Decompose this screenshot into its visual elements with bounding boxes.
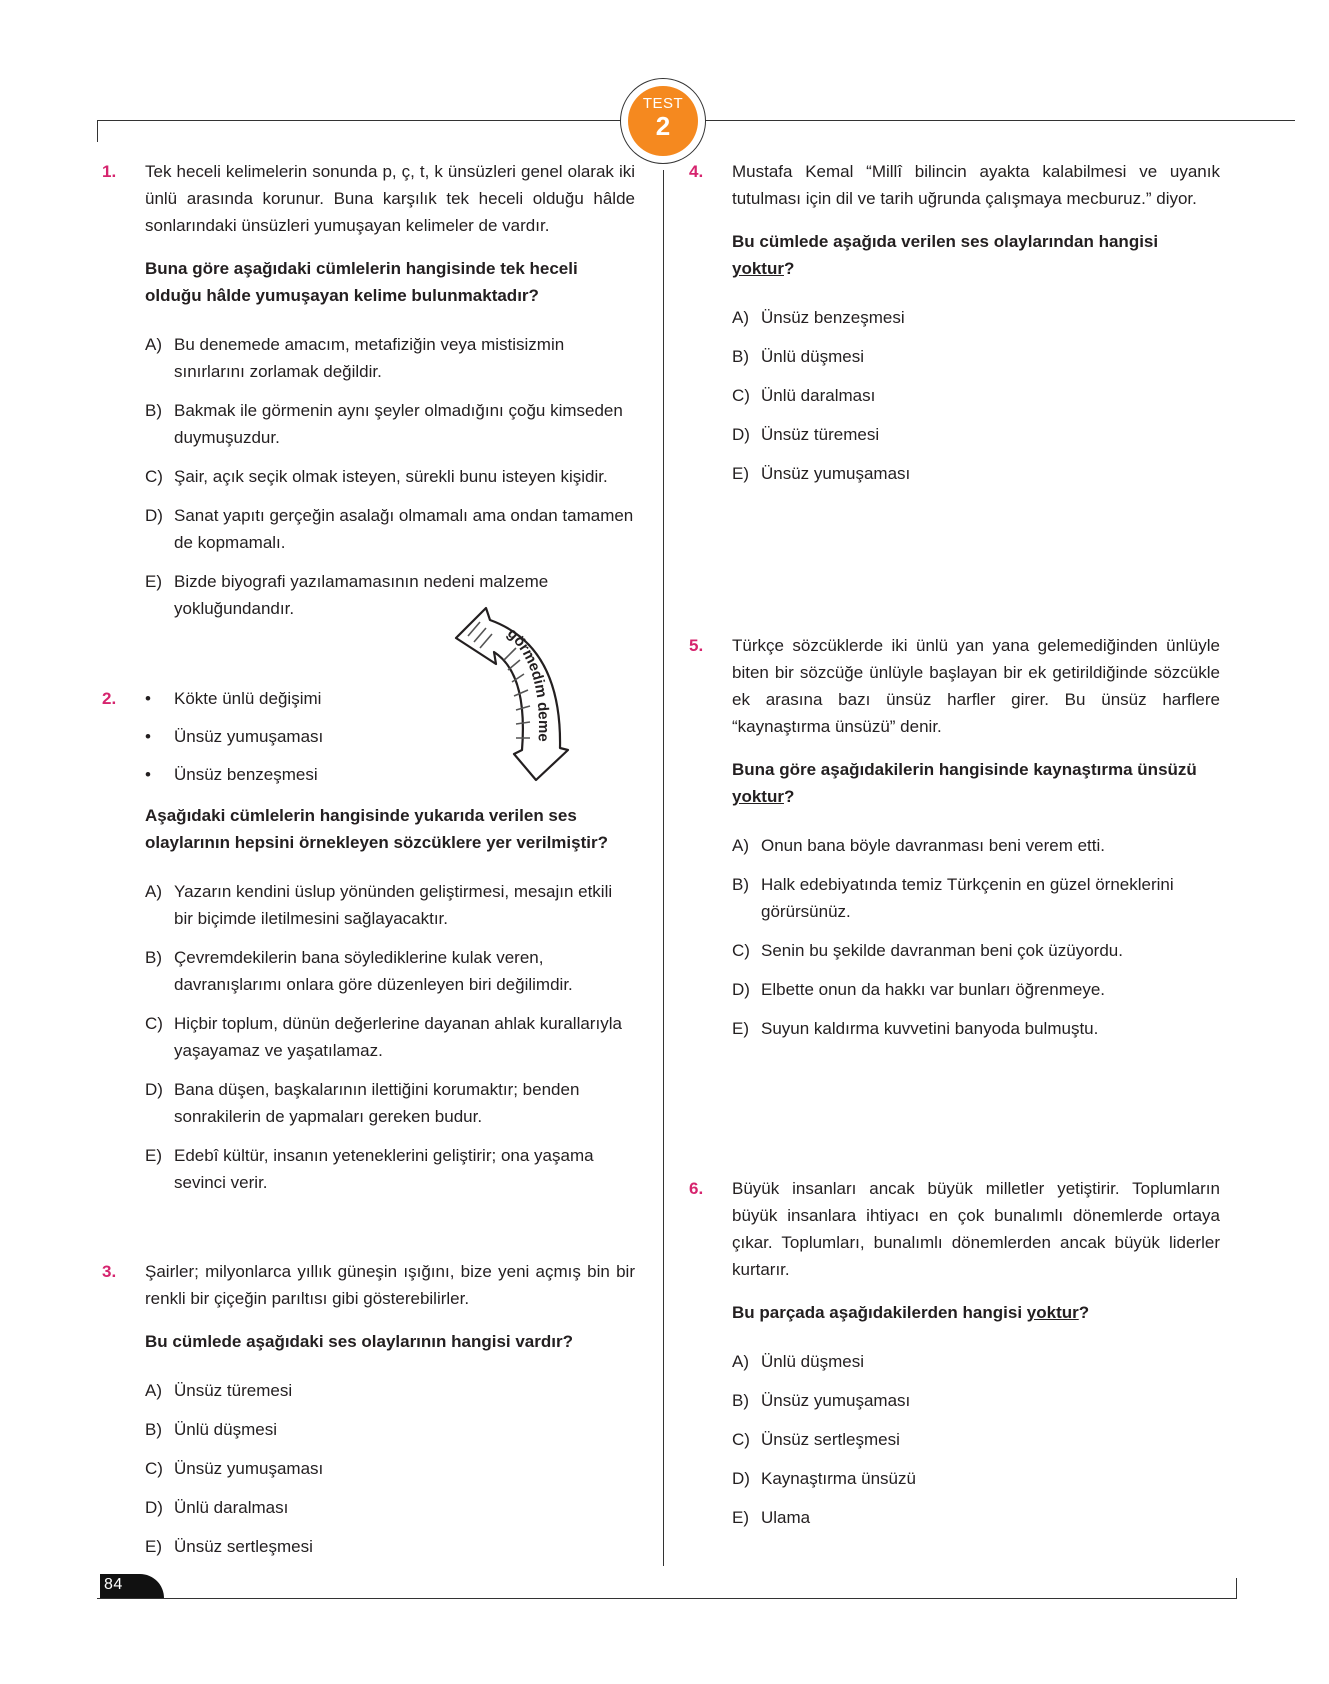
test-badge-circle — [628, 86, 698, 156]
option-e[interactable] — [732, 1504, 1220, 1531]
question-number: 2. — [102, 689, 117, 708]
option-text: Ünsüz yumuşaması — [174, 1459, 324, 1478]
option-letter: C) — [732, 941, 750, 960]
bottom-right-corner-rule — [1236, 1578, 1237, 1599]
option-e[interactable] — [732, 1015, 1220, 1042]
test-number: 2 — [655, 111, 671, 141]
option-letter: E) — [145, 1537, 162, 1556]
option-c[interactable] — [145, 1010, 635, 1064]
option-letter: A) — [732, 308, 749, 327]
option-text: Bana düşen, başkalarının ilettiğini korumaktır; benden sonrakilerin de yapmaları gereken budur. — [174, 1080, 580, 1126]
option-letter: A) — [732, 1352, 749, 1371]
option-d[interactable] — [732, 421, 1220, 448]
option-c[interactable] — [145, 1455, 635, 1482]
option-text: Bakmak ile görmenin aynı şeyler olmadığını çoğu kimseden duymuşuzdur. — [174, 401, 623, 447]
option-letter: C) — [145, 1014, 163, 1033]
option-d[interactable] — [145, 1494, 635, 1521]
option-letter: D) — [145, 1498, 163, 1517]
option-d[interactable] — [732, 1465, 1220, 1492]
question-number: 6. — [689, 1179, 704, 1198]
option-c[interactable] — [145, 463, 635, 490]
option-c[interactable] — [732, 937, 1220, 964]
option-b[interactable] — [732, 871, 1220, 925]
option-text: Hiçbir toplum, dünün değerlerine dayanan ahlak kurallarıyla yaşayamaz ve yaşatılamaz. — [174, 1014, 622, 1060]
option-text: Ünsüz sertleşmesi — [174, 1537, 313, 1556]
bullet-text: Ünsüz yumuşaması — [174, 727, 324, 746]
question-number: 3. — [102, 1262, 117, 1281]
question-number: 4. — [689, 162, 704, 181]
bottom-rule — [97, 1598, 1237, 1599]
stem-end: ? — [783, 259, 795, 278]
option-text: Ünsüz benzeşmesi — [761, 308, 905, 327]
option-c[interactable] — [732, 382, 1220, 409]
option-letter: D) — [732, 425, 750, 444]
option-d[interactable] — [145, 502, 635, 556]
option-letter: B) — [145, 1420, 162, 1439]
bullet-dot: • — [145, 727, 151, 746]
option-letter: E) — [732, 464, 749, 483]
option-c[interactable] — [732, 1426, 1220, 1453]
option-text: Ünlü düşmesi — [174, 1420, 277, 1439]
bullet-text: Kökte ünlü değişimi — [174, 689, 322, 708]
option-letter: A) — [145, 335, 162, 354]
option-letter: C) — [732, 386, 750, 405]
stem-end: ? — [783, 787, 795, 806]
option-text: Bizde biyografi yazılamamasının nedeni malzeme yokluğundandır. — [174, 572, 549, 618]
option-text: Bu denemede amacım, metafiziğin veya mistisizmin sınırlarını zorlamak değildir. — [174, 335, 565, 381]
question-stem — [732, 1299, 1220, 1326]
option-letter: B) — [145, 948, 162, 967]
question-text: Şairler; milyonlarca yıllık güneşin ışığını, bize yeni açmış bin bir renkli bir çiçeğin parıltısı gibi gösterebilirler. — [145, 1262, 635, 1308]
bullet-dot: • — [145, 689, 151, 708]
option-letter: B) — [732, 875, 749, 894]
option-text: Çevremdekilerin bana söylediklerine kulak veren, davranışlarımı onlara göre düzenleyen biri değilimdir. — [174, 948, 573, 994]
question-text: Tek heceli kelimelerin sonunda p, ç, t, k ünsüzleri genel olarak iki ünlü arasında korunur. Buna karşılık tek heceli olduğu hâlde sonlarındaki ünsüzleri yumuşayan kelimeler de vardır. — [145, 162, 635, 235]
column-divider — [663, 170, 664, 1566]
stem-text: Bu cümlede aşağıda verilen ses olaylarından hangisi — [732, 232, 1159, 251]
option-letter: C) — [732, 1430, 750, 1449]
question-stem — [732, 756, 1220, 810]
option-text: Onun bana böyle davranması beni verem etti. — [761, 836, 1105, 855]
top-left-corner-rule — [97, 120, 98, 142]
option-text: Ünsüz sertleşmesi — [761, 1430, 900, 1449]
option-e[interactable] — [145, 1533, 635, 1560]
bullet-text: Ünsüz benzeşmesi — [174, 765, 318, 784]
option-text: Suyun kaldırma kuvvetini banyoda bulmuştu. — [761, 1019, 1099, 1038]
question-number: 1. — [102, 162, 117, 181]
option-text: Senin bu şekilde davranman beni çok üzüyordu. — [761, 941, 1123, 960]
test-badge — [620, 78, 706, 164]
option-letter: A) — [145, 882, 162, 901]
bullet-item — [145, 685, 635, 712]
page-number: 84 — [104, 1576, 123, 1593]
option-a[interactable] — [145, 331, 635, 385]
option-a[interactable] — [145, 1377, 635, 1404]
option-b[interactable] — [732, 343, 1220, 370]
option-b[interactable] — [145, 1416, 635, 1443]
question-stem: Bu cümlede aşağıdaki ses olaylarının hangisi vardır? — [145, 1332, 573, 1351]
bullet-item — [145, 723, 635, 750]
option-letter: B) — [145, 401, 162, 420]
option-text: Ünlü düşmesi — [761, 1352, 864, 1371]
option-b[interactable] — [145, 944, 635, 998]
question-text: Büyük insanları ancak büyük milletler yetiştirir. Toplumların büyük insanlara ihtiyacı en çok bunalımlı dönemlerde ortaya çıkar. Toplumları, bunalımlı dönemlerden ancak büyük liderler kurtarır. — [732, 1179, 1220, 1279]
option-letter: E) — [732, 1508, 749, 1527]
question-3 — [102, 1258, 635, 1572]
question-stem — [732, 228, 1220, 282]
option-letter: B) — [732, 1391, 749, 1410]
question-4 — [689, 158, 1220, 499]
question-6 — [689, 1175, 1220, 1543]
option-text: Ünsüz türemesi — [761, 425, 880, 444]
option-e[interactable] — [732, 460, 1220, 487]
option-text: Elbette onun da hakkı var bunları öğrenmeye. — [761, 980, 1105, 999]
stem-end: ? — [1078, 1303, 1090, 1322]
stem-text: Bu parçada aşağıdakilerden hangisi — [732, 1303, 1027, 1322]
option-e[interactable] — [145, 568, 635, 622]
bullet-dot: • — [145, 765, 151, 784]
option-text: Ünlü düşmesi — [761, 347, 864, 366]
option-a[interactable] — [732, 1348, 1220, 1375]
option-a[interactable] — [732, 832, 1220, 859]
option-a[interactable] — [732, 304, 1220, 331]
option-letter: E) — [145, 1146, 162, 1165]
option-letter: E) — [145, 572, 162, 591]
question-1 — [102, 158, 635, 634]
option-d[interactable] — [732, 976, 1220, 1003]
question-stem: Buna göre aşağıdaki cümlelerin hangisinde tek heceli olduğu hâlde yumuşayan kelime bulunmaktadır? — [145, 259, 578, 305]
option-letter: C) — [145, 467, 163, 486]
option-text: Şair, açık seçik olmak isteyen, sürekli bunu isteyen kişidir. — [174, 467, 608, 486]
bullet-item — [145, 761, 635, 788]
option-letter: D) — [732, 980, 750, 999]
option-text: Ünsüz yumuşaması — [761, 464, 911, 483]
option-text: Ünlü daralması — [174, 1498, 289, 1517]
stem-underlined-word: yoktur — [732, 259, 784, 278]
option-b[interactable] — [732, 1387, 1220, 1414]
option-text: Ulama — [761, 1508, 811, 1527]
option-letter: B) — [732, 347, 749, 366]
option-text: Kaynaştırma ünsüzü — [761, 1469, 916, 1488]
bullet-list — [145, 685, 635, 788]
option-text: Yazarın kendini üslup yönünden geliştirmesi, mesajın etkili bir biçimde iletilmesini sağlayacaktır. — [174, 882, 613, 928]
question-5 — [689, 632, 1220, 1054]
option-letter: D) — [732, 1469, 750, 1488]
option-text: Halk edebiyatında temiz Türkçenin en güzel örneklerini görürsünüz. — [761, 875, 1174, 921]
option-letter: A) — [732, 836, 749, 855]
stem-underlined-word: yoktur — [1026, 1303, 1079, 1322]
stem-text: Buna göre aşağıdakilerin hangisinde kaynaştırma ünsüzü — [732, 760, 1197, 779]
option-text: Sanat yapıtı gerçeğin asalağı olmamalı ama ondan tamamen de kopmamalı. — [174, 506, 634, 552]
question-text: Mustafa Kemal “Millî bilincin ayakta kalabilmesi ve uyanık tutulması için dil ve tarih uğrunda çalışmaya mecburuz.” diyor. — [732, 162, 1220, 208]
option-text: Ünsüz yumuşaması — [761, 1391, 911, 1410]
option-letter: D) — [145, 506, 163, 525]
question-number: 5. — [689, 636, 704, 655]
option-b[interactable] — [145, 397, 635, 451]
option-e[interactable] — [145, 1142, 635, 1196]
option-text: Edebî kültür, insanın yeteneklerini geliştirir; ona yaşama sevinci verir. — [174, 1146, 594, 1192]
question-text: Türkçe sözcüklerde iki ünlü yan yana gelemediğinden ünlüyle biten bir sözcüğe ünlüyle başlayan bir ek getirildiğinde sözcükle ek arasına bazı ünsüz harfler girer. Bu ünsüz harflere “kaynaştırma ünsüzü” denir. — [732, 636, 1220, 736]
option-d[interactable] — [145, 1076, 635, 1130]
option-letter: C) — [145, 1459, 163, 1478]
question-stem: Aşağıdaki cümlelerin hangisinde yukarıda verilen ses olaylarının hepsini örnekleyen sözcüklere yer verilmiştir? — [145, 806, 608, 852]
test-label: TEST — [642, 95, 684, 112]
option-text: Ünlü daralması — [761, 386, 876, 405]
option-a[interactable] — [145, 878, 635, 932]
option-letter: A) — [145, 1381, 162, 1400]
ribbon-text-path: görmedim deme — [503, 624, 552, 742]
option-letter: E) — [732, 1019, 749, 1038]
stem-underlined-word: yoktur — [732, 787, 784, 806]
question-2 — [102, 685, 635, 1208]
option-letter: D) — [145, 1080, 163, 1099]
option-text: Ünsüz türemesi — [174, 1381, 293, 1400]
